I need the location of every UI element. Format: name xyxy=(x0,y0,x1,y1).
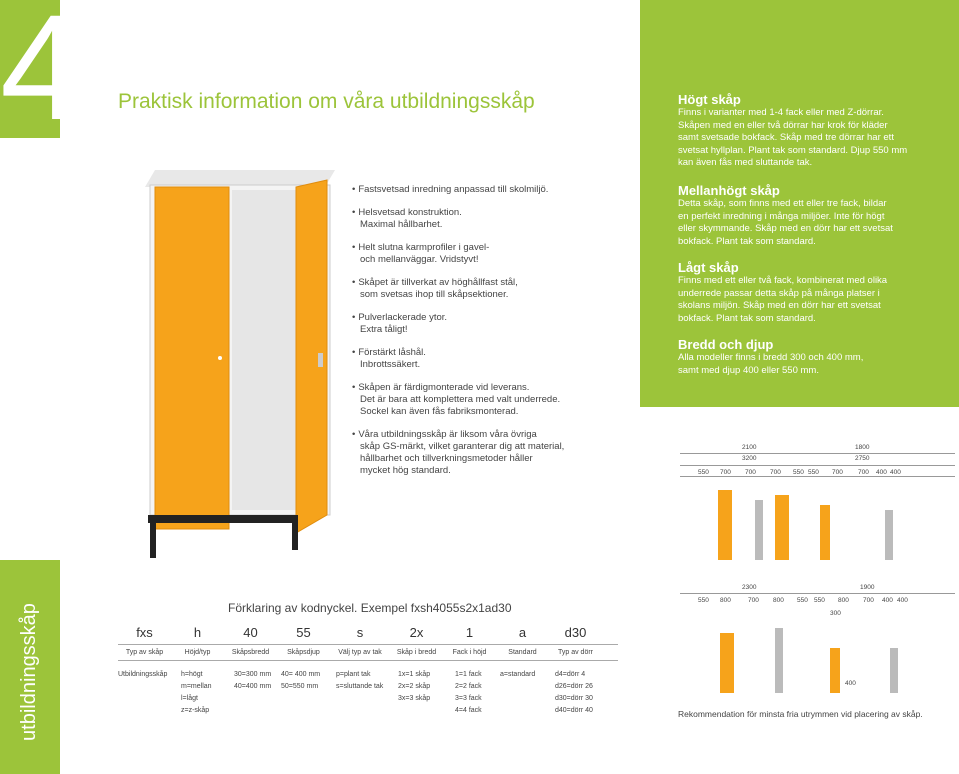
recommendation-caption: Rekommendation för minsta fria utrymmen vid placering av skåp. xyxy=(678,709,923,719)
person-figure xyxy=(885,510,893,560)
left-door xyxy=(155,187,229,529)
page-title: Praktisk information om våra utbildningsskåp xyxy=(118,90,535,113)
locker-shape xyxy=(820,505,830,560)
dim-segment: 400 xyxy=(890,469,901,476)
person-figure xyxy=(775,628,783,693)
feature-item: • Våra utbildningsskåp är liksom våra övriga xyxy=(352,429,582,441)
dim-segment: 800 xyxy=(720,597,731,604)
feature-item: • Helsvetsad konstruktion. xyxy=(352,207,582,219)
dim-segment: 550 xyxy=(808,469,819,476)
person-figure xyxy=(890,648,898,693)
dim-segment: 700 xyxy=(720,469,731,476)
feature-item: skåp GS-märkt, vilket garanterar dig att material, xyxy=(360,441,565,452)
section-width-depth xyxy=(678,337,948,377)
dim-total: 1800 xyxy=(855,444,870,451)
feature-item: som svetsas ihop till skåpsektioner. xyxy=(360,289,509,300)
header-cell: Fack i höjd xyxy=(452,649,487,656)
dim-segment: 700 xyxy=(832,469,843,476)
dim-total: 1900 xyxy=(860,584,875,591)
lock xyxy=(318,353,323,367)
placement-figures xyxy=(680,480,955,565)
person-figure xyxy=(755,500,763,560)
value-item: 40=400 mm xyxy=(234,683,272,690)
value-item: d30=dörr 30 xyxy=(555,695,593,702)
code-cell: 40 xyxy=(243,625,258,640)
section-line: eller skymmande. Skåp med en dörr har ett svetsat xyxy=(678,223,893,234)
feature-item: • Skåpen är färdigmonterade vid leverans. xyxy=(352,382,582,394)
section-medium xyxy=(678,183,948,248)
feature-item: Inbrottssäkert. xyxy=(360,359,421,370)
header-cell: Standard xyxy=(508,649,537,656)
dim-extra: 300 xyxy=(830,610,841,617)
placement-diagram-bottom xyxy=(680,580,955,700)
dim-segment: 550 xyxy=(793,469,804,476)
section-line: underrede passar detta skåp på många platser i xyxy=(678,287,880,299)
values-row xyxy=(118,669,618,717)
locker-illustration xyxy=(120,165,335,560)
value-item: p=plant tak xyxy=(336,671,371,678)
value-item: h=högt xyxy=(181,671,203,678)
section-high xyxy=(678,92,948,170)
header-cell: Typ av skåp xyxy=(125,649,164,656)
value-col xyxy=(277,669,330,717)
value-item: 1x=1 skåp xyxy=(398,671,431,678)
header-cell: Höjd/typ xyxy=(184,649,211,656)
info-panel xyxy=(640,0,959,407)
section-line: en perfekt inredning i många miljöer. Inte för högt xyxy=(678,210,885,222)
section-line: Detta skåp, som finns med ett eller tre fack, bildar xyxy=(678,198,887,209)
section-line: Finns med ett eller två fack, kombinerat med olika xyxy=(678,275,888,286)
header-cell: Typ av dörr xyxy=(557,649,593,656)
dim-segment: 400 xyxy=(876,469,887,476)
feature-item: • Förstärkt låshål. xyxy=(352,347,582,359)
value-item: l=lågt xyxy=(181,695,198,702)
chapter-number: 4 xyxy=(0,0,84,151)
dim-segment: 700 xyxy=(863,597,874,604)
value-item: 30=300 mm xyxy=(234,671,272,678)
value-item: 50=550 mm xyxy=(281,683,319,690)
stand-leg xyxy=(150,520,156,558)
section-heading: Mellanhögt skåp xyxy=(678,183,780,198)
header-cell: Skåpsbredd xyxy=(231,649,270,656)
placement-figures xyxy=(680,608,955,693)
dim-segment: 400 xyxy=(897,597,908,604)
value-item: d26=dörr 26 xyxy=(555,683,593,690)
feature-item: mycket hög standard. xyxy=(360,465,451,476)
section-line: Skåpen med en eller två dörrar har krok för kläder xyxy=(678,119,888,131)
side-label: utbildningsskåp xyxy=(18,603,40,741)
section-line: bokfack. Plant tak som standard. xyxy=(678,235,816,247)
feature-item: Maximal hållbarhet. xyxy=(360,219,443,230)
dim-segment: 700 xyxy=(770,469,781,476)
code-cell: h xyxy=(193,625,202,640)
section-heading: Lågt skåp xyxy=(678,260,739,275)
feature-item: och mellanväggar. Vridstyvt! xyxy=(360,254,479,265)
code-cell: s xyxy=(356,625,364,640)
section-line: skolans miljön. Skåp med en dörr har ett svetsat xyxy=(678,300,881,311)
value-col xyxy=(496,669,549,717)
value-item: d40=dörr 40 xyxy=(555,707,593,714)
section-low xyxy=(678,260,948,325)
value-col xyxy=(390,669,443,717)
code-table xyxy=(118,625,618,717)
value-col xyxy=(171,669,224,717)
value-col xyxy=(549,669,602,717)
dim-segment: 700 xyxy=(858,469,869,476)
value-item: 2=2 fack xyxy=(455,683,482,690)
dim-subtotal: 2750 xyxy=(855,455,870,462)
feature-list xyxy=(352,184,582,477)
section-heading: Bredd och djup xyxy=(678,337,774,352)
stand-leg xyxy=(292,520,298,550)
dim-segment: 550 xyxy=(698,469,709,476)
dim-segment: 700 xyxy=(745,469,756,476)
value-item: 4=4 fack xyxy=(455,707,482,714)
placement-diagram-top xyxy=(680,440,955,570)
value-item: 3=3 fack xyxy=(455,695,482,702)
dim-total: 2100 xyxy=(742,444,757,451)
section-line: Finns i varianter med 1-4 fack eller med Z-dörrar. xyxy=(678,107,884,118)
code-cell: d30 xyxy=(564,625,587,640)
value-item: m=mellan xyxy=(181,683,212,690)
code-cell: a xyxy=(518,625,527,640)
value-col xyxy=(330,669,390,717)
value-item: 1=1 fack xyxy=(455,671,482,678)
code-cell: 2x xyxy=(409,625,424,640)
value-item: s=sluttande tak xyxy=(336,683,384,690)
dim-segment: 550 xyxy=(814,597,825,604)
code-title: Förklaring av kodnyckel. Exempel fxsh4055s2x1ad30 xyxy=(228,601,512,615)
section-heading: Högt skåp xyxy=(678,92,741,107)
value-item: d4=dörr 4 xyxy=(555,671,586,678)
code-cell: fxs xyxy=(136,625,153,640)
dim-segment: 550 xyxy=(797,597,808,604)
feature-item: Det är bara att komplettera med valt underrede. xyxy=(360,394,561,405)
header-cell: Välj typ av tak xyxy=(338,649,382,656)
locker-shape xyxy=(775,495,789,560)
section-line: samt med djup 400 eller 550 mm. xyxy=(678,364,819,376)
feature-item: hållbarhet och tillverkningsmetoder håller xyxy=(360,453,533,464)
dim-total: 2300 xyxy=(742,584,757,591)
feature-item: Extra tåligt! xyxy=(360,324,408,335)
dim-segment: 550 xyxy=(698,597,709,604)
dim-segment: 700 xyxy=(748,597,759,604)
dim-extra: 400 xyxy=(845,680,856,687)
value-item: 40= 400 mm xyxy=(281,671,321,678)
section-line: svetsat hyllplan. Plant tak som standard. Djup 550 mm xyxy=(678,144,908,156)
door-knob xyxy=(218,356,222,360)
value-col xyxy=(118,669,171,717)
feature-item: Sockel kan även fås fabriksmonterad. xyxy=(360,406,519,417)
locker-shape xyxy=(830,648,840,693)
stand-bar xyxy=(148,515,298,523)
dim-segment: 800 xyxy=(838,597,849,604)
locker-interior xyxy=(232,190,302,510)
code-row xyxy=(118,625,618,640)
value-item: Utbildningsskåp xyxy=(118,671,168,678)
section-line: bokfack. Plant tak som standard. xyxy=(678,312,816,324)
header-cell: Skåpsdjup xyxy=(287,649,320,656)
dim-subtotal: 3200 xyxy=(742,455,757,462)
feature-item: • Fastsvetsad inredning anpassad till skolmiljö. xyxy=(352,184,582,196)
header-cell: Skåp i bredd xyxy=(396,649,437,656)
feature-item: • Pulverlackerade ytor. xyxy=(352,312,582,324)
value-col xyxy=(443,669,496,717)
code-cell: 1 xyxy=(465,625,474,640)
value-item: z=z-skåp xyxy=(181,707,210,714)
section-line: kan även fås med sluttande tak. xyxy=(678,157,813,168)
code-cell: 55 xyxy=(296,625,311,640)
dim-segment: 400 xyxy=(882,597,893,604)
feature-item: • Skåpet är tillverkat av höghållfast stål, xyxy=(352,277,582,289)
locker-shape xyxy=(720,633,734,693)
locker-shape xyxy=(718,490,732,560)
header-row xyxy=(118,644,618,661)
value-item: 2x=2 skåp xyxy=(398,683,431,690)
section-line: samt svetsade bokfack. Skåp med tre dörrar har ett xyxy=(678,132,894,143)
value-item: a=standard xyxy=(500,671,536,678)
section-line: Alla modeller finns i bredd 300 och 400 mm, xyxy=(678,352,864,363)
value-col xyxy=(224,669,277,717)
value-item: 3x=3 skåp xyxy=(398,695,431,702)
dim-segment: 800 xyxy=(773,597,784,604)
feature-item: • Helt slutna karmprofiler i gavel- xyxy=(352,242,582,254)
